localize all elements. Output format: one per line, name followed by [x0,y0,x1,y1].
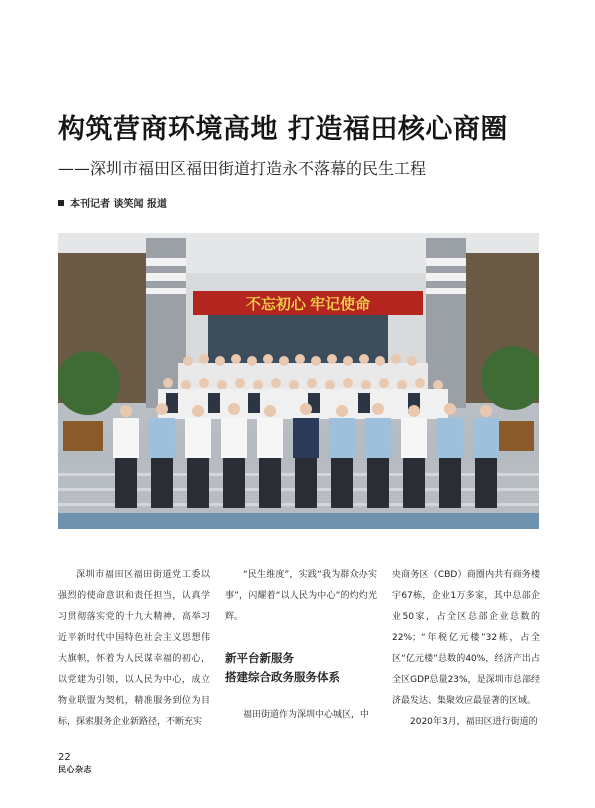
text-column-1 [58,565,210,733]
byline [58,195,167,210]
paragraph: “民生维度”，实践“我为群众办实事”，闪耀着“以人民为中心”的灼灼光辉。 [225,570,377,622]
paragraph: 2020年3月，福田区进行街道的 [410,717,538,727]
banner-text: 不忘初心 牢记使命 [245,296,371,313]
byline-text: 本刊记者 谈笑闻 报道 [70,199,167,210]
page-number: 22 [58,752,71,763]
text-column-2 [225,565,377,726]
section-heading: 搭建综合政务服务体系 [225,670,340,684]
article-subtitle: ——深圳市福田区福田街道打造永不落幕的民生工程 [58,159,427,178]
group-photo-illustration [58,233,539,529]
group-photo [58,233,539,529]
paragraph: 央商务区（CBD）商圈内共有商务楼宇67栋，企业1万多家，其中总部企业50家，占全区总部企业总数的22%；“年税亿元楼”32栋，占全区“亿元楼”总数的40%，经济产出占全区GDP总量23%，是深圳市总部经济最发达、集聚效应最显著的区域。 [392,570,540,706]
paragraph: 福田街道作为深圳中心城区，中 [243,710,370,720]
paragraph: 深圳市福田区福田街道党工委以强烈的使命意识和责任担当，认真学习贯彻落实党的十九大精神，高举习近平新时代中国特色社会主义思想伟大旗帜，怀着为人民谋幸福的初心，以党建为引领，以人民为中心，成立物业联盟为契机，精准服务到位为目标，探索服务企业新路径，不断充实 [58,570,210,727]
section-heading: 新平台新服务 [225,651,294,665]
text-column-3 [392,565,540,733]
magazine-logo: 民心杂志 [58,765,92,774]
square-bullet-icon [58,200,64,206]
article-title: 构筑营商环境高地 打造福田核心商圈 [58,114,508,145]
